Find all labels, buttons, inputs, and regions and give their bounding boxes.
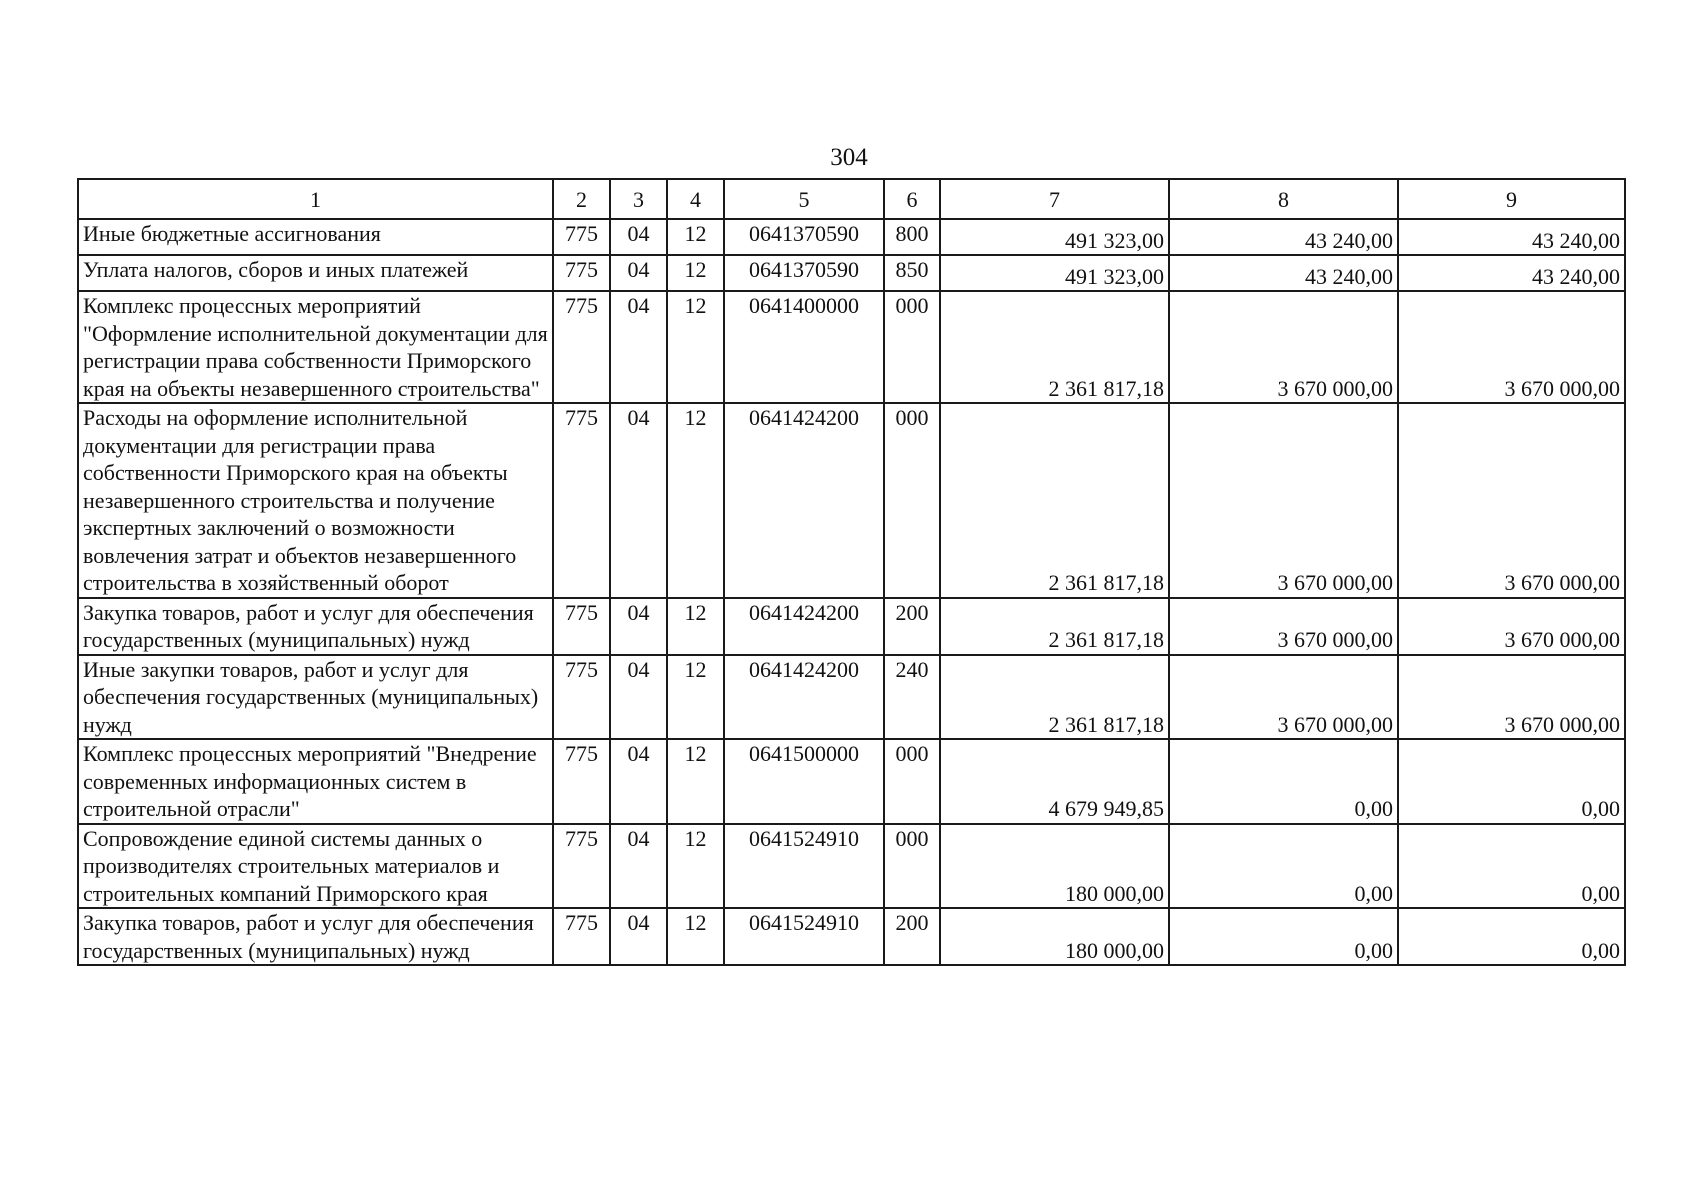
amount-col8-cell: 3 670 000,00 bbox=[1169, 291, 1398, 403]
section-code-cell: 04 bbox=[610, 219, 667, 255]
target-article-cell: 0641424200 bbox=[724, 403, 884, 598]
target-article-cell: 0641370590 bbox=[724, 255, 884, 291]
row-name-cell: Уплата налогов, сборов и иных платежей bbox=[78, 255, 553, 291]
header-cell: 3 bbox=[610, 179, 667, 219]
amount-col9-cell: 0,00 bbox=[1398, 739, 1625, 824]
header-cell: 6 bbox=[884, 179, 940, 219]
grbs-code-cell: 775 bbox=[553, 255, 610, 291]
header-cell: 7 bbox=[940, 179, 1169, 219]
table-row bbox=[78, 824, 1625, 909]
grbs-code-cell: 775 bbox=[553, 739, 610, 824]
grbs-code-cell: 775 bbox=[553, 403, 610, 598]
table-row bbox=[78, 598, 1625, 655]
amount-col9-cell: 3 670 000,00 bbox=[1398, 655, 1625, 740]
row-name-cell: Закупка товаров, работ и услуг для обеспечения государственных (муниципальных) нужд bbox=[78, 598, 553, 655]
subsection-code-cell: 12 bbox=[667, 824, 724, 909]
amount-col9-cell: 0,00 bbox=[1398, 908, 1625, 965]
header-cell: 2 bbox=[553, 179, 610, 219]
budget-table bbox=[77, 178, 1626, 966]
grbs-code-cell: 775 bbox=[553, 598, 610, 655]
amount-col7-cell: 2 361 817,18 bbox=[940, 655, 1169, 740]
expense-type-cell: 000 bbox=[884, 403, 940, 598]
subsection-code-cell: 12 bbox=[667, 739, 724, 824]
target-article-cell: 0641400000 bbox=[724, 291, 884, 403]
subsection-code-cell: 12 bbox=[667, 598, 724, 655]
amount-col7-cell: 2 361 817,18 bbox=[940, 598, 1169, 655]
table-row bbox=[78, 908, 1625, 965]
target-article-cell: 0641500000 bbox=[724, 739, 884, 824]
amount-col7-cell: 2 361 817,18 bbox=[940, 403, 1169, 598]
subsection-code-cell: 12 bbox=[667, 655, 724, 740]
target-article-cell: 0641524910 bbox=[724, 908, 884, 965]
row-name-cell: Комплекс процессных мероприятий "Оформление исполнительной документации для регистрации права собственности Приморского края на объекты незавершенного строительства" bbox=[78, 291, 553, 403]
amount-col9-cell: 43 240,00 bbox=[1398, 219, 1625, 255]
table-header-row bbox=[78, 179, 1625, 219]
amount-col7-cell: 180 000,00 bbox=[940, 908, 1169, 965]
row-name-cell: Сопровождение единой системы данных о производителях строительных материалов и строительных компаний Приморского края bbox=[78, 824, 553, 909]
amount-col8-cell: 3 670 000,00 bbox=[1169, 598, 1398, 655]
grbs-code-cell: 775 bbox=[553, 219, 610, 255]
table-row bbox=[78, 403, 1625, 598]
target-article-cell: 0641524910 bbox=[724, 824, 884, 909]
amount-col9-cell: 3 670 000,00 bbox=[1398, 403, 1625, 598]
amount-col9-cell: 3 670 000,00 bbox=[1398, 291, 1625, 403]
amount-col8-cell: 43 240,00 bbox=[1169, 219, 1398, 255]
amount-col8-cell: 3 670 000,00 bbox=[1169, 403, 1398, 598]
table-row bbox=[78, 739, 1625, 824]
target-article-cell: 0641424200 bbox=[724, 598, 884, 655]
section-code-cell: 04 bbox=[610, 655, 667, 740]
expense-type-cell: 850 bbox=[884, 255, 940, 291]
section-code-cell: 04 bbox=[610, 598, 667, 655]
row-name-cell: Иные закупки товаров, работ и услуг для обеспечения государственных (муниципальных) нужд bbox=[78, 655, 553, 740]
expense-type-cell: 240 bbox=[884, 655, 940, 740]
amount-col9-cell: 0,00 bbox=[1398, 824, 1625, 909]
section-code-cell: 04 bbox=[610, 824, 667, 909]
expense-type-cell: 200 bbox=[884, 598, 940, 655]
grbs-code-cell: 775 bbox=[553, 824, 610, 909]
row-name-cell: Комплекс процессных мероприятий "Внедрение современных информационных систем в строительной отрасли" bbox=[78, 739, 553, 824]
amount-col8-cell: 0,00 bbox=[1169, 908, 1398, 965]
table-row bbox=[78, 255, 1625, 291]
table-row bbox=[78, 655, 1625, 740]
expense-type-cell: 200 bbox=[884, 908, 940, 965]
amount-col7-cell: 491 323,00 bbox=[940, 219, 1169, 255]
table-row bbox=[78, 219, 1625, 255]
amount-col7-cell: 491 323,00 bbox=[940, 255, 1169, 291]
target-article-cell: 0641424200 bbox=[724, 655, 884, 740]
subsection-code-cell: 12 bbox=[667, 255, 724, 291]
subsection-code-cell: 12 bbox=[667, 219, 724, 255]
grbs-code-cell: 775 bbox=[553, 908, 610, 965]
amount-col7-cell: 2 361 817,18 bbox=[940, 291, 1169, 403]
section-code-cell: 04 bbox=[610, 739, 667, 824]
header-cell: 5 bbox=[724, 179, 884, 219]
subsection-code-cell: 12 bbox=[667, 908, 724, 965]
subsection-code-cell: 12 bbox=[667, 291, 724, 403]
page-number: 304 bbox=[830, 144, 868, 171]
table-row bbox=[78, 291, 1625, 403]
header-cell: 1 bbox=[78, 179, 553, 219]
section-code-cell: 04 bbox=[610, 291, 667, 403]
header-cell: 9 bbox=[1398, 179, 1625, 219]
amount-col7-cell: 4 679 949,85 bbox=[940, 739, 1169, 824]
subsection-code-cell: 12 bbox=[667, 403, 724, 598]
section-code-cell: 04 bbox=[610, 908, 667, 965]
amount-col8-cell: 43 240,00 bbox=[1169, 255, 1398, 291]
row-name-cell: Расходы на оформление исполнительной документации для регистрации права собственности Приморского края на объекты незавершенного строительства и получение экспертных заключений о возможности вовлечения затрат и объектов незавершенного строительства в хозяйственный оборот bbox=[78, 403, 553, 598]
row-name-cell: Иные бюджетные ассигнования bbox=[78, 219, 553, 255]
expense-type-cell: 800 bbox=[884, 219, 940, 255]
grbs-code-cell: 775 bbox=[553, 655, 610, 740]
section-code-cell: 04 bbox=[610, 255, 667, 291]
section-code-cell: 04 bbox=[610, 403, 667, 598]
expense-type-cell: 000 bbox=[884, 739, 940, 824]
row-name-cell: Закупка товаров, работ и услуг для обеспечения государственных (муниципальных) нужд bbox=[78, 908, 553, 965]
expense-type-cell: 000 bbox=[884, 291, 940, 403]
expense-type-cell: 000 bbox=[884, 824, 940, 909]
amount-col7-cell: 180 000,00 bbox=[940, 824, 1169, 909]
amount-col8-cell: 0,00 bbox=[1169, 824, 1398, 909]
grbs-code-cell: 775 bbox=[553, 291, 610, 403]
amount-col8-cell: 0,00 bbox=[1169, 739, 1398, 824]
amount-col9-cell: 43 240,00 bbox=[1398, 255, 1625, 291]
target-article-cell: 0641370590 bbox=[724, 219, 884, 255]
header-cell: 8 bbox=[1169, 179, 1398, 219]
header-cell: 4 bbox=[667, 179, 724, 219]
amount-col9-cell: 3 670 000,00 bbox=[1398, 598, 1625, 655]
amount-col8-cell: 3 670 000,00 bbox=[1169, 655, 1398, 740]
